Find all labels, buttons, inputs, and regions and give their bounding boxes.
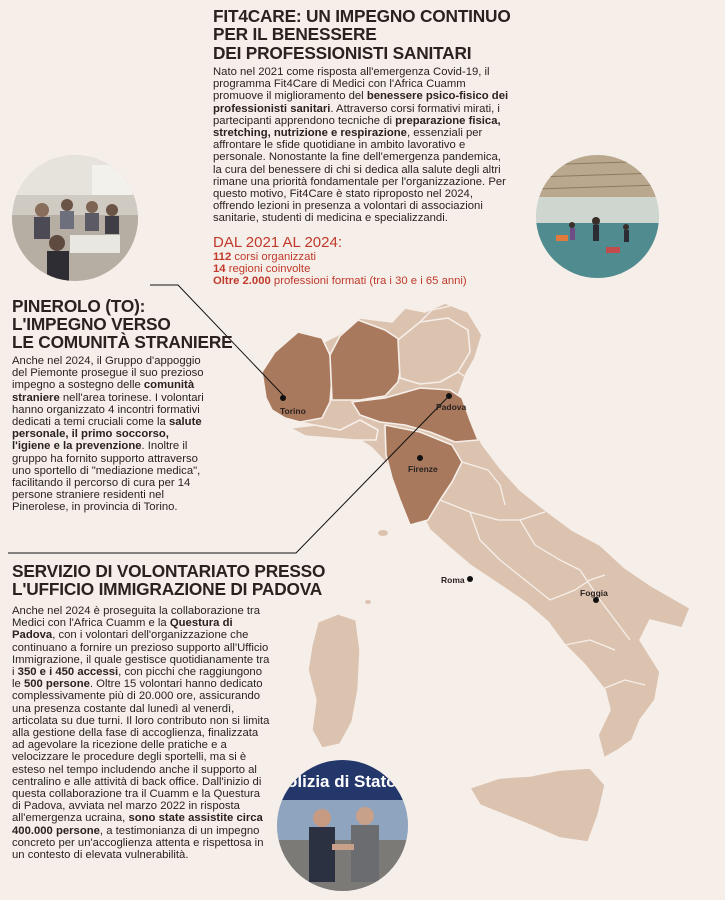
- sicily: [470, 768, 605, 842]
- stats-heading: DAL 2021 AL 2024:: [213, 234, 342, 251]
- sardinia: [308, 614, 360, 748]
- photo-sign-text: olizia di Stato: [287, 772, 397, 791]
- text-run: Anche nel 2024 è proseguita la collaborazione tra Medici con l'Africa Cuamm e la: [12, 605, 261, 630]
- bold-run: benessere psico-fisico dei professionisti sanitari: [213, 90, 509, 115]
- text-run: , a testimonianza di un impegno concreto per un'accoglienza attenta e rispettosa in un contesto di elevata vulnerabilità.: [12, 824, 264, 862]
- pinerolo-paragraph: [12, 355, 205, 514]
- bold-run: 350 e i 450 accessi: [17, 666, 119, 679]
- padova-title-line: SERVIZIO DI VOLONTARIATO PRESSO: [12, 561, 326, 581]
- stat-text: professioni formati (tra i 30 e i 65 anni): [270, 275, 467, 288]
- city-dot-roma: [467, 576, 473, 582]
- photo-classroom: [12, 155, 138, 281]
- text-run: nell'area torinese. I volontari hanno organizzato 4 incontri formativi dedicati a temi cruciali come la: [12, 391, 204, 429]
- text-run: Nato nel 2021 come risposta all'emergenza Covid-19, il programma Fit4Care di Medici con l'Africa Cuamm promuove il miglioramento del: [213, 66, 490, 103]
- city-label-roma: Roma: [441, 575, 465, 585]
- photo-gym: [536, 155, 659, 278]
- city-dot-padova: [446, 393, 452, 399]
- text-run: , con i volontari dell'organizzazione che continuano a fornire un prezioso supporto all'Ufficio Immigrazione, il quale gestisce quotidianamente tra i: [12, 629, 270, 679]
- bold-run: salute personale, il primo soccorso, l'igiene e la prevenzione: [12, 416, 202, 453]
- stat-text: regioni coinvolte: [225, 263, 311, 276]
- padova-title-line: L'UFFICIO IMMIGRAZIONE DI PADOVA: [12, 579, 323, 600]
- fit4care-title-line: PER IL BENESSERE: [213, 24, 377, 45]
- photo-questura: [277, 760, 408, 891]
- padova-title: [12, 562, 325, 598]
- island: [378, 530, 388, 536]
- text-run: . Oltre 15 volontari hanno dedicato complessivamente più di 20.000 ore, assicurando una presenza costante dal lunedì al venerdì, articolata su due turni. Il loro contributo non si limita alla gestione della fase di accoglienza, finalizzata ad agevolare la ricezione delle pratiche e a velocizzare le procedure degli sportelli, ma si è esteso nel tempo includendo anche il supporto al centralino e alle attività di back office. Dall'inizio di questa collaborazione tra il Cuamm e la Questura di Padova, avviata nel marzo 2022 in risposta all'emergenza ucraina,: [12, 678, 270, 825]
- stat-number: 112: [213, 251, 232, 263]
- pinerolo-title-line: PINEROLO (TO):: [12, 296, 146, 316]
- city-label-padova: Padova: [436, 402, 467, 412]
- text-run: . Inoltre il gruppo ha fornito supporto attraverso uno sportello di "mediazione medica", facilitando il percorso di cura per 14 persone straniere residenti nel Pinerolese, in provincia di Torino.: [12, 440, 201, 514]
- fit4care-title-line: FIT4CARE: UN IMPEGNO CONTINUO: [213, 6, 511, 26]
- city-dot-firenze: [417, 455, 423, 461]
- text-run: . Attraverso corsi formativi mirati, i partecipanti apprendono tecniche di: [213, 102, 500, 127]
- island: [365, 600, 371, 604]
- bold-run: Questura di Padova: [12, 617, 233, 642]
- city-label-torino: Torino: [280, 406, 306, 416]
- pinerolo-title: [12, 297, 232, 352]
- city-label-foggia: Foggia: [580, 588, 608, 598]
- stat-text: corsi organizzati: [231, 251, 316, 263]
- text-run: , con picchi che raggiungono le: [12, 666, 262, 691]
- padova-paragraph: [12, 605, 271, 861]
- pinerolo-title-line: LE COMUNITÀ STRANIERE: [12, 332, 233, 353]
- text-run: Anche nel 2024, il Gruppo d'appoggio del Piemonte prosegue il suo prezioso impegno a sostegno delle: [12, 355, 204, 392]
- fit4care-title-line: DEI PROFESSIONISTI SANITARI: [213, 42, 472, 63]
- city-dot-torino: [280, 395, 286, 401]
- text-run: , essenziali per affrontare le sfide quotidiane in ambito lavorativo e personale. Nonostante la fine dell'emergenza pandemica, la cura del benessere di chi si dedica alla salute degli altri rimane una priorità fondamentale per l'organizzazione. Per questo motivo, Fit4Care è stato riproposto nel 2024, offrendo lezioni in presenza a volontari di associazioni sanitarie, studenti di medicina e specializzandi.: [213, 127, 506, 225]
- bold-run: preparazione fisica, stretching, nutrizione e respirazione: [213, 114, 501, 140]
- stat-number: 14: [213, 263, 226, 276]
- bold-run: sono state assistite circa 400.000 persone: [12, 812, 263, 837]
- city-label-firenze: Firenze: [408, 464, 438, 474]
- pinerolo-title-line: L'IMPEGNO VERSO: [12, 314, 171, 335]
- stat-number: Oltre 2.000: [213, 275, 271, 288]
- bold-run: 500 persone: [23, 678, 90, 691]
- bold-run: comunità straniere: [12, 379, 195, 404]
